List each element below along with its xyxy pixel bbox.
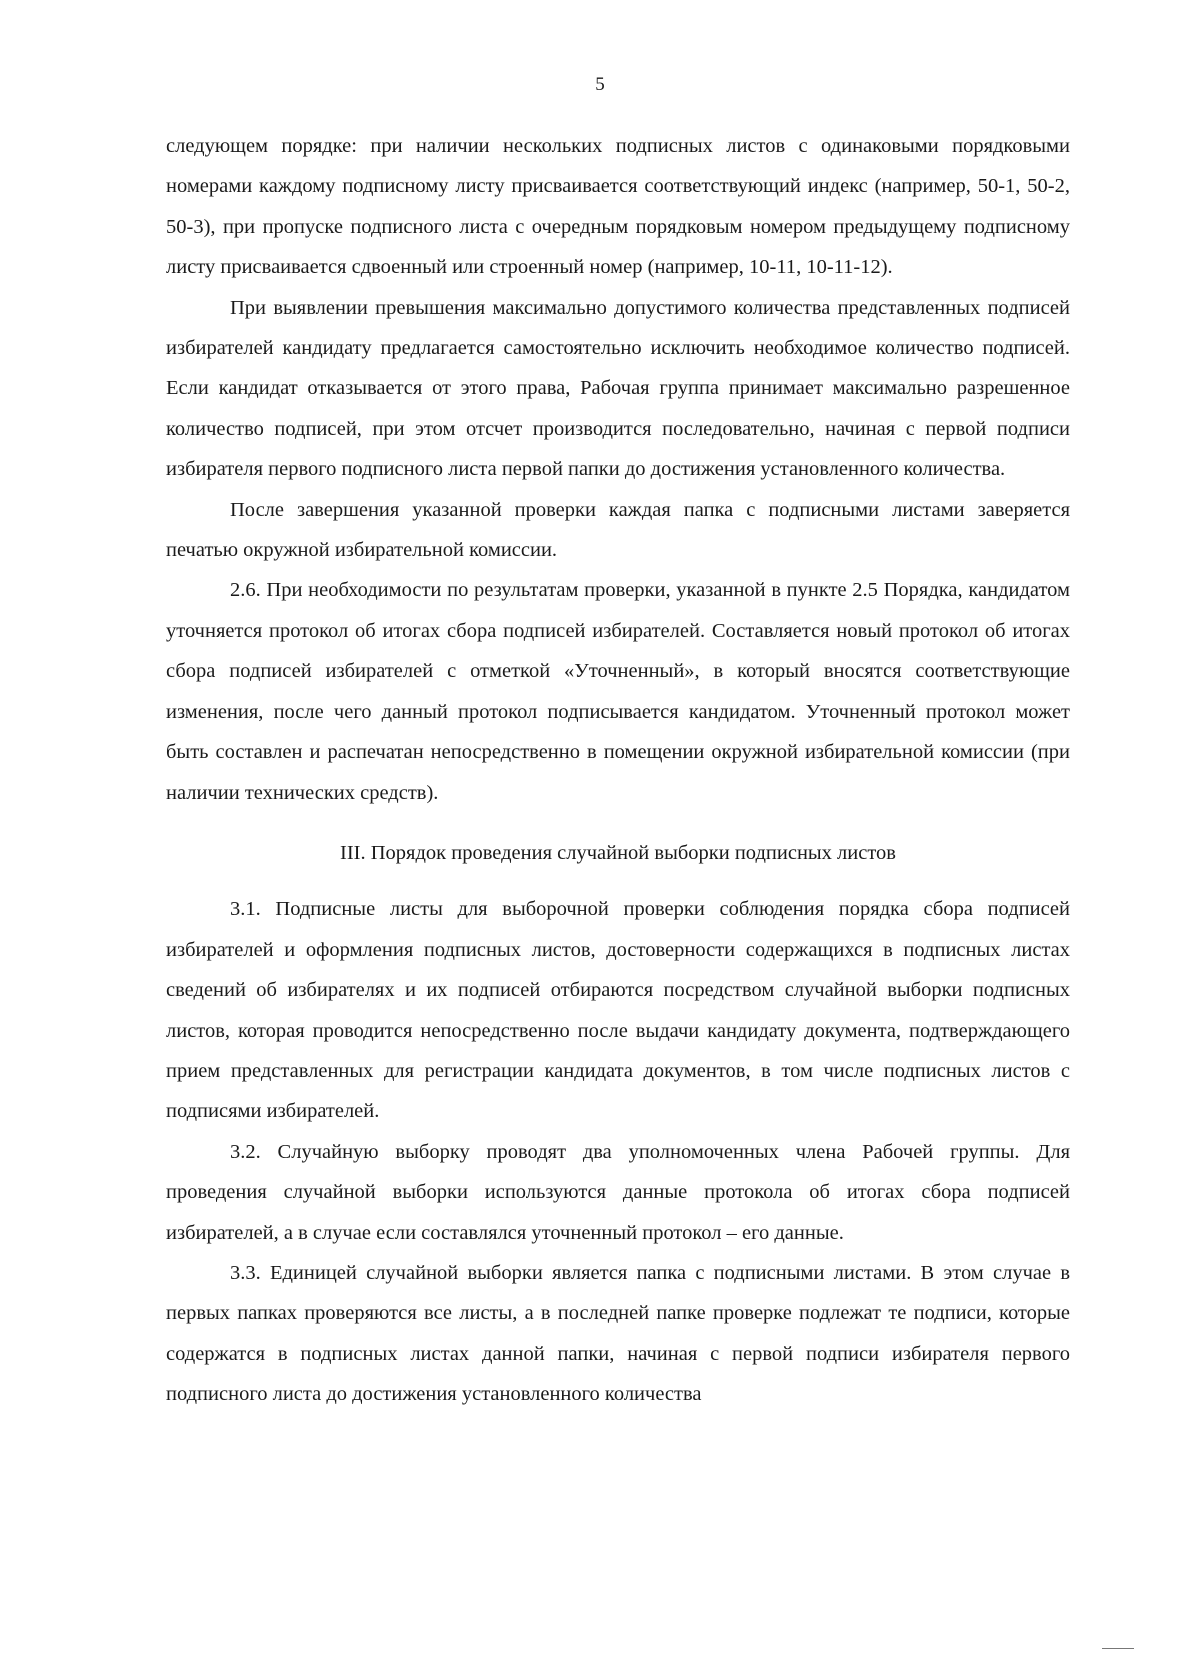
- section-heading-iii: III. Порядок проведения случайной выборки подписных листов: [340, 841, 896, 864]
- paragraph-3-2: 3.2. Случайную выборку проводят два уполномоченных члена Рабочей группы. Для проведения случайной выборки используются данные протокола об итогах сбора подписей избирателей, а в случае если составлялся уточненный протокол – его данные.: [166, 1140, 1070, 1244]
- page-number: 5: [595, 74, 605, 95]
- paragraph-folder-sealing: После завершения указанной проверки каждая папка с подписными листами заверяется печатью окружной избирательной комиссии.: [166, 498, 1070, 562]
- scan-mark: [1102, 1648, 1134, 1649]
- paragraph-3-3: 3.3. Единицей случайной выборки является папка с подписными листами. В этом случае в первых папках проверяются все листы, а в последней папке проверке подлежат те подписи, которые содержатся в подписных листах данной папки, начиная с первой подписи избирателя первого подписного листа до достижения установленного количества: [166, 1261, 1070, 1406]
- paragraph-3-1: 3.1. Подписные листы для выборочной проверки соблюдения порядка сбора подписей избирателей и оформления подписных листов, достоверности содержащихся в подписных листах сведений об избирателях и их подписей отбираются посредством случайной выборки подписных листов, которая проводится непосредственно после выдачи кандидату документа, подтверждающего прием представленных для регистрации кандидата документов, в том числе подписных листов с подписями избирателей.: [166, 898, 1070, 1123]
- paragraph-2-6: 2.6. При необходимости по результатам проверки, указанной в пункте 2.5 Порядка, кандидатом уточняется протокол об итогах сбора подписей избирателей. Составляется новый протокол об итогах сбора подписей избирателей с отметкой «Уточненный», в который вносятся соответствующие изменения, после чего данный протокол подписывается кандидатом. Уточненный протокол может быть составлен и распечатан непосредственно в помещении окружной избирательной комиссии (при наличии технических средств).: [166, 579, 1070, 804]
- paragraph-continuation: следующем порядке: при наличии нескольких подписных листов с одинаковыми порядковыми номерами каждому подписному листу присваивается соответствующий индекс (например, 50-1, 50-2, 50-3), при пропуске подписного листа с очередным порядковым номером предыдущему подписному листу присваивается сдвоенный или строенный номер (например, 10-11, 10-11-12).: [166, 135, 1070, 279]
- paragraph-excess-signatures: При выявлении превышения максимально допустимого количества представленных подписей избирателей кандидату предлагается самостоятельно исключить необходимое количество подписей. Если кандидат отказывается от этого права, Рабочая группа принимает максимально разрешенное количество подписей, при этом отсчет производится последовательно, начиная с первой подписи избирателя первого подписного листа первой папки до достижения установленного количества.: [166, 296, 1070, 481]
- document-body: [166, 126, 1070, 1415]
